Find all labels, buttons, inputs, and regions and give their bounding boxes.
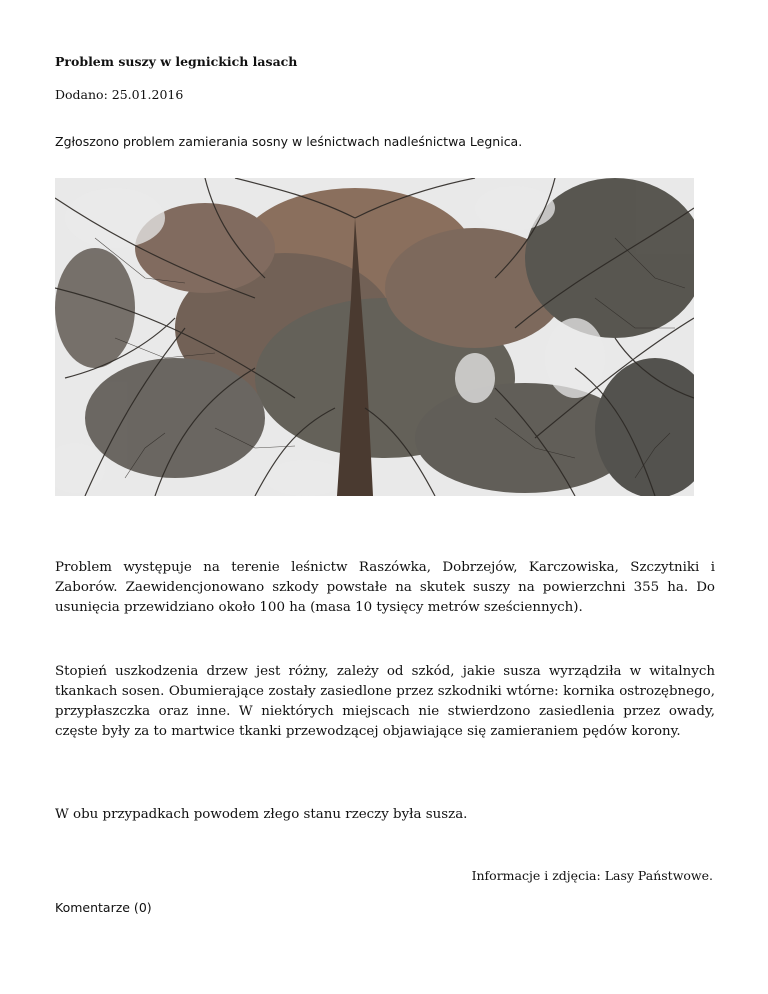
photo-credit: Informacje i zdjęcia: Lasy Państwowe. bbox=[471, 868, 713, 883]
article-date: Dodano: 25.01.2016 bbox=[55, 87, 184, 102]
pine-tree-canopy-photo bbox=[55, 178, 694, 496]
comments-link[interactable]: Komentarze (0) bbox=[55, 900, 152, 915]
article-paragraph: Stopień uszkodzenia drzew jest różny, zależy od szkód, jakie susza wyrządziła w witalnych tkankach sosen. Obumierające zostały zasiedlone przez szkodniki wtórne: kornika ostrozębnego, przypłaszczka oraz inne. W niektórych miejscach nie stwierdzono zasiedlenia przez owady, częste były za to martwice tkanki przewodzącej objawiające się zamieraniem pędów korony. bbox=[55, 664, 715, 739]
article-title: Problem suszy w legnickich lasach bbox=[55, 54, 298, 69]
article-lead: Zgłoszono problem zamierania sosny w leśnictwach nadleśnictwa Legnica. bbox=[55, 134, 523, 149]
article-paragraph: W obu przypadkach powodem złego stanu rzeczy była susza. bbox=[55, 807, 468, 822]
article-paragraph: Problem występuje na terenie leśnictw Raszówka, Dobrzejów, Karczowiska, Szczytniki i Zaborów. Zaewidencjonowano szkody powstałe na skutek suszy na powierzchni 355 ha. Do usunięcia przewidziano około 100 ha (masa 10 tysięcy metrów sześciennych). bbox=[55, 560, 715, 615]
